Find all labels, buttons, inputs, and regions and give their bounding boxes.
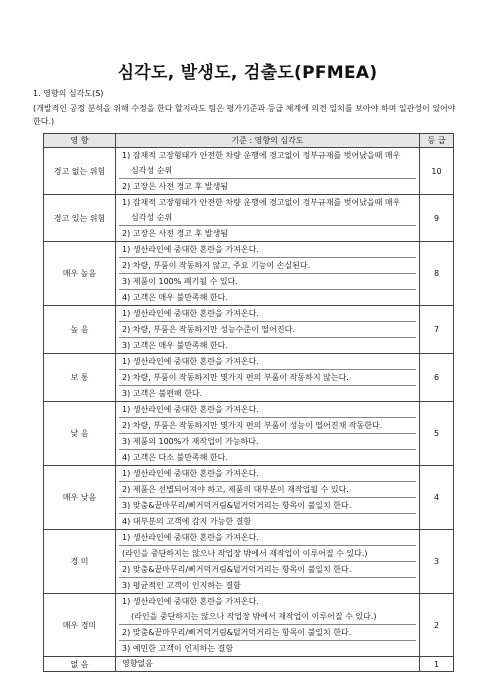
criteria-line: 2) 차량, 부품은 작동하지만 몇가지 편의 부품이 성능이 떨어진채 작동한다. [119, 417, 416, 433]
effect-cell: 없 음 [44, 657, 116, 672]
criteria-line: 1) 생산라인에 중대한 혼란을 가져온다. [122, 469, 259, 478]
criteria-line: 2) 차량, 부품이 작동하지만 몇가지 편의 부품이 작동하지 않는다. [119, 369, 416, 385]
rank-cell: 6 [420, 354, 454, 402]
criteria-line: 1) 생산라인에 중대한 혼란을 가져온다. [122, 533, 259, 542]
rank-cell: 3 [420, 530, 454, 594]
criteria-line: 2) 차량, 부품은 작동하지만 성능수준이 떨어진다. [119, 321, 416, 337]
effect-cell: 보 통 [44, 354, 116, 402]
effect-cell: 매우 낮음 [44, 466, 116, 530]
section-heading: 1. 영향의 심각도(S) [33, 89, 104, 98]
rank-cell: 2 [420, 594, 454, 657]
effect-cell: 경 미 [44, 530, 116, 594]
criteria-cell [116, 148, 420, 195]
criteria-cell [116, 306, 420, 354]
rank-cell: 7 [420, 306, 454, 354]
criteria-line: 3) 예민한 고객이 인지하는 결함 [119, 640, 416, 656]
effect-cell: 높 음 [44, 306, 116, 354]
criteria-cell [116, 594, 420, 657]
table-row [44, 195, 454, 242]
header-effect: 영 향 [44, 134, 116, 148]
table-row [44, 242, 454, 306]
criteria-line: 1) 잠재적 고장형태가 안전한 차량 운행에 경고없이 정부규재를 벗어났을때 매우 [122, 151, 401, 160]
criteria-line: 1) 생산라인에 중대한 혼란을 가져온다. [122, 405, 259, 414]
criteria-line: 1) 잠재적 고장형태가 안전한 차량 운행에 경고없이 정부규재를 벗어났을때 매우 [122, 198, 401, 207]
table-row [44, 466, 454, 530]
criteria-line: 1) 생산라인에 중대한 혼란을 가져온다. [122, 597, 259, 606]
severity-table [43, 133, 454, 672]
criteria-line: 1) 생산라인에 중대한 혼란을 가져온다. [122, 309, 259, 318]
section-note: (개발적인 공정 분석을 위해 수정을 한다 할지라도 팀은 평가기준과 등급 체계에 의견 일치를 보아야 하며 일관성이 있어야 한다.) [33, 104, 456, 126]
rank-cell: 10 [420, 148, 454, 195]
table-row [44, 657, 454, 672]
rank-cell: 8 [420, 242, 454, 306]
criteria-line: 심각성 순위 [131, 213, 173, 222]
effect-cell: 경고 없는 위험 [44, 148, 116, 195]
criteria-cell [116, 354, 420, 402]
rank-cell: 9 [420, 195, 454, 242]
criteria-line: 3) 고객은 불편해 한다. [119, 385, 416, 401]
criteria-line: 1) 생산라인에 중대한 혼란을 가져온다. [122, 245, 259, 254]
table-row [44, 530, 454, 594]
table-row [44, 402, 454, 466]
criteria-line: 4) 고객은 매우 불만족해 한다. [119, 289, 416, 305]
criteria-cell [116, 657, 420, 672]
effect-cell: 경고 있는 위험 [44, 195, 116, 242]
criteria-line: 2) 고장은 사전 경고 후 발생됨 [119, 178, 416, 194]
criteria-line: 2) 제품은 선별되어져야 하고, 제품의 대부분이 재작업될 수 있다. [119, 481, 416, 497]
rank-cell: 5 [420, 402, 454, 466]
criteria-line: 1) 생산라인에 중대한 혼란을 가져온다. [122, 357, 259, 366]
table-body [44, 148, 454, 672]
page-title: 심각도, 발생도, 검출도(PFMEA) [117, 63, 378, 83]
criteria-line: 2) 차량, 부품이 작동하지 않고, 주요 기능이 손실된다. [119, 257, 416, 273]
criteria-line: 2) 고장은 사전 경고 후 발생됨 [119, 225, 416, 241]
effect-cell: 매우 높음 [44, 242, 116, 306]
table-header-row [44, 134, 454, 148]
rank-cell: 1 [420, 657, 454, 672]
criteria-line: 3) 제품이 100% 폐기될 수 있다. [119, 273, 416, 289]
criteria-line: 3) 제품의 100%가 재작업이 가능하다. [119, 433, 416, 449]
criteria-cell [116, 402, 420, 466]
criteria-cell [116, 195, 420, 242]
criteria-cell [116, 242, 420, 306]
criteria-cell [116, 530, 420, 594]
rank-cell: 4 [420, 466, 454, 530]
criteria-line: 2) 맞춤&끝마무리/삐거덕거림&덜거덕거리는 항목이 불일치 한다. [119, 624, 416, 640]
table-row [44, 306, 454, 354]
table-row [44, 148, 454, 195]
criteria-line: (라인을 중단하지는 않으나 작업장 밖에서 재작업이 이루어질 수 있다.) [119, 545, 416, 561]
criteria-line: 2) 맞춤&끝마무리/삐거덕거림&덜거덕거리는 항목이 불일치 한다. [119, 561, 416, 577]
criteria-line: 4) 고객은 다소 불만족해 한다. [119, 449, 416, 465]
table-row [44, 354, 454, 402]
criteria-line: 4) 대부분의 고객에 감지 가능한 결함 [119, 513, 416, 529]
effect-cell: 낮 음 [44, 402, 116, 466]
header-criteria: 기준 : 영향의 심각도 [116, 134, 420, 148]
criteria-line: (라인을 중단하지는 않으나 작업장 밖에서 재작업이 이루어질 수 있다.) [131, 612, 377, 621]
table-row [44, 594, 454, 657]
criteria-cell [116, 466, 420, 530]
criteria-line: 3) 평균적인 고객이 인지하는 결함 [119, 577, 416, 593]
criteria-line: 3) 맞춤&끝마무리/삐거덕거림&덜거덕거리는 항목이 불일치 한다. [119, 497, 416, 513]
criteria-line: 영향없음 [122, 659, 153, 668]
effect-cell: 매우 경미 [44, 594, 116, 657]
header-rank: 등 급 [420, 134, 454, 148]
criteria-line: 심각성 순위 [131, 166, 173, 175]
criteria-line: 3) 고객은 매우 불만족해 한다. [119, 337, 416, 353]
